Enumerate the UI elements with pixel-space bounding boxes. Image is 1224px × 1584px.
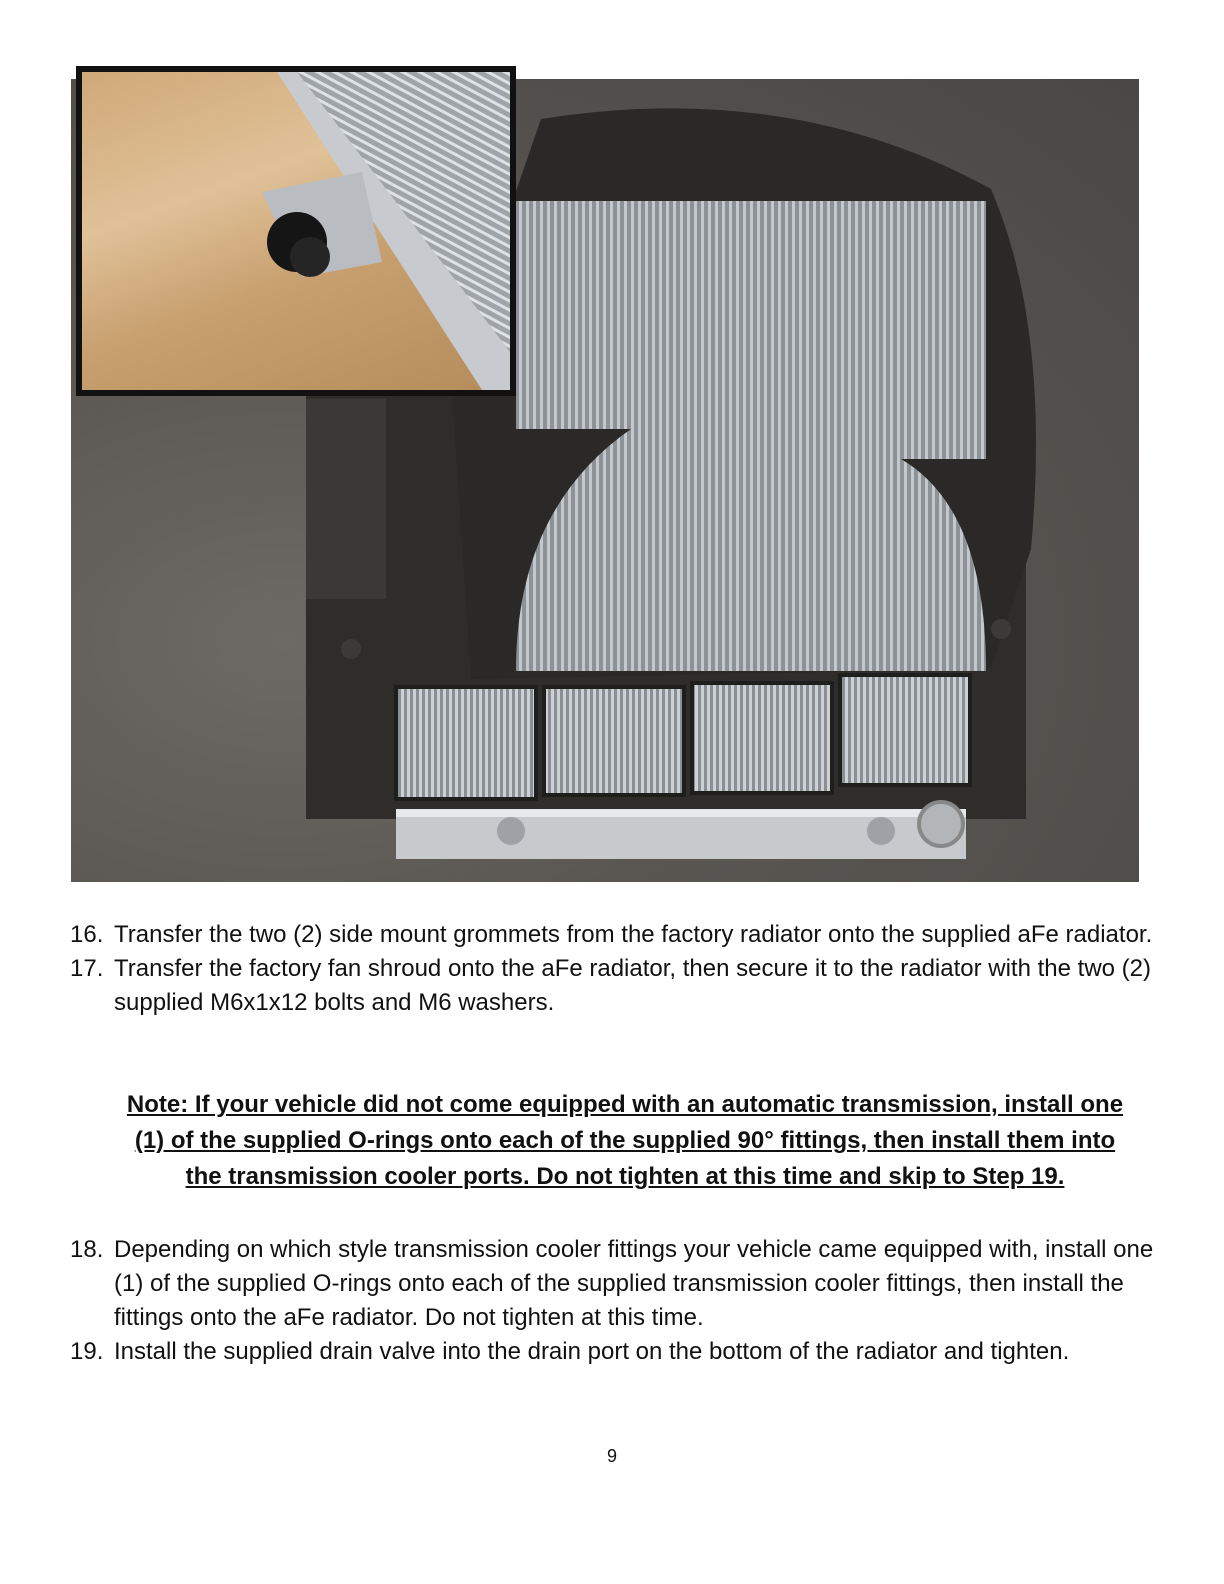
step-number: 17. [70,955,104,982]
step-19 [70,1335,1160,1369]
note-line-1: Note: If your vehicle did not come equipped with an automatic transmission, install one [126,1091,1124,1118]
step-text: Transfer the factory fan shroud onto the aFe radiator, then secure it to the radiator with the two (2) supplied M6x1x12 bolts and M6 washers. [114,955,1151,1016]
step-number: 18. [70,1236,104,1263]
step-text: Transfer the two (2) side mount grommets from the factory radiator onto the supplied aFe radiator. [114,921,1153,948]
note-line-2: (1) of the supplied O-rings onto each of the supplied 90° fittings, then install them into [134,1127,1116,1154]
transmission-note [110,1087,1140,1195]
step-number: 16. [70,921,104,948]
page-number: 9 [606,1446,617,1466]
step-17 [70,952,1160,1020]
note-line-3: the transmission cooler ports. Do not tighten at this time and skip to Step 19. [185,1163,1065,1190]
steps-upper [70,918,1160,1020]
grommet-inset-photo [76,66,516,396]
step-16 [70,918,1160,952]
step-text: Depending on which style transmission cooler fittings your vehicle came equipped with, install one (1) of the supplied O-rings onto each of the supplied transmission cooler fittings, then install the fittings onto the aFe radiator. Do not tighten at this time. [114,1236,1154,1331]
step-number: 19. [70,1338,104,1365]
step-18 [70,1233,1160,1335]
step-text: Install the supplied drain valve into the drain port on the bottom of the radiator and tighten. [114,1338,1070,1365]
steps-lower [70,1233,1160,1369]
